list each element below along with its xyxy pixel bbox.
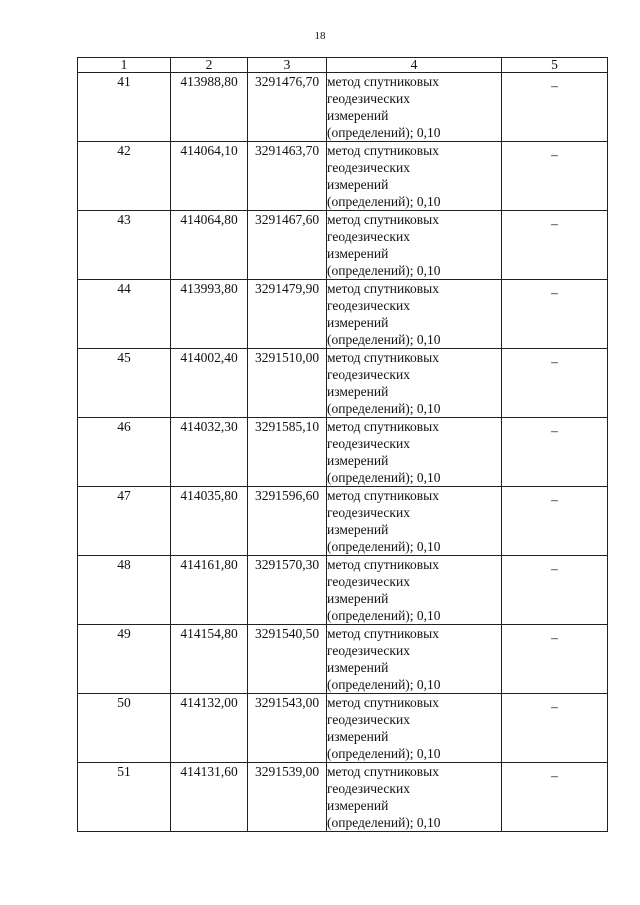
point-number: 48 [78, 556, 171, 625]
method-line: метод спутниковых [327, 74, 439, 89]
remark-cell [502, 556, 608, 625]
method-line: геодезических [327, 712, 410, 727]
method-line: измерений [327, 108, 389, 123]
coordinate-y: 3291510,00 [248, 349, 327, 418]
table-row [78, 763, 608, 832]
header-col-3: 3 [248, 58, 327, 73]
table-row [78, 211, 608, 280]
method-description [327, 349, 502, 418]
method-line: метод спутниковых [327, 626, 439, 641]
remark-cell [502, 487, 608, 556]
method-line: (определений); 0,10 [327, 815, 441, 830]
remark-cell [502, 73, 608, 142]
coordinate-x: 414032,30 [171, 418, 248, 487]
method-line: геодезических [327, 298, 410, 313]
coordinate-x: 414132,00 [171, 694, 248, 763]
coordinate-y: 3291540,50 [248, 625, 327, 694]
method-line: (определений); 0,10 [327, 332, 441, 347]
method-description [327, 487, 502, 556]
remark-dash: – [551, 78, 558, 93]
header-col-1: 1 [78, 58, 171, 73]
method-line: геодезических [327, 160, 410, 175]
coordinate-x: 414154,80 [171, 625, 248, 694]
header-col-4: 4 [327, 58, 502, 73]
method-line: метод спутниковых [327, 557, 439, 572]
method-line: измерений [327, 660, 389, 675]
table-row [78, 280, 608, 349]
method-line: (определений); 0,10 [327, 263, 441, 278]
method-line: метод спутниковых [327, 143, 439, 158]
method-line: метод спутниковых [327, 212, 439, 227]
remark-dash: – [551, 423, 558, 438]
table-row [78, 73, 608, 142]
method-line: геодезических [327, 436, 410, 451]
method-line: геодезических [327, 367, 410, 382]
remark-dash: – [551, 354, 558, 369]
method-description [327, 556, 502, 625]
table-row [78, 349, 608, 418]
method-line: измерений [327, 246, 389, 261]
coordinate-y: 3291463,70 [248, 142, 327, 211]
table-row [78, 418, 608, 487]
header-col-5: 5 [502, 58, 608, 73]
point-number: 49 [78, 625, 171, 694]
method-description [327, 694, 502, 763]
method-description [327, 625, 502, 694]
method-description [327, 73, 502, 142]
point-number: 41 [78, 73, 171, 142]
remark-dash: – [551, 216, 558, 231]
point-number: 47 [78, 487, 171, 556]
method-line: измерений [327, 453, 389, 468]
coordinate-y: 3291570,30 [248, 556, 327, 625]
method-line: геодезических [327, 91, 410, 106]
method-line: измерений [327, 729, 389, 744]
method-line: (определений); 0,10 [327, 125, 441, 140]
coordinate-x: 413993,80 [171, 280, 248, 349]
method-line: (определений); 0,10 [327, 677, 441, 692]
remark-dash: – [551, 630, 558, 645]
coordinate-x: 414131,60 [171, 763, 248, 832]
method-description [327, 763, 502, 832]
point-number: 51 [78, 763, 171, 832]
coordinate-x: 414064,80 [171, 211, 248, 280]
method-line: измерений [327, 315, 389, 330]
remark-dash: – [551, 285, 558, 300]
remark-dash: – [551, 561, 558, 576]
coordinate-x: 414064,10 [171, 142, 248, 211]
remark-cell [502, 211, 608, 280]
method-line: (определений); 0,10 [327, 194, 441, 209]
table-body [78, 73, 608, 832]
method-line: геодезических [327, 781, 410, 796]
coordinate-x: 414161,80 [171, 556, 248, 625]
remark-cell [502, 418, 608, 487]
point-number: 43 [78, 211, 171, 280]
method-line: (определений); 0,10 [327, 539, 441, 554]
method-line: (определений); 0,10 [327, 608, 441, 623]
table-row [78, 142, 608, 211]
method-line: измерений [327, 177, 389, 192]
coordinates-table [77, 57, 608, 832]
coordinate-y: 3291476,70 [248, 73, 327, 142]
point-number: 50 [78, 694, 171, 763]
table-row [78, 625, 608, 694]
coordinate-y: 3291585,10 [248, 418, 327, 487]
remark-cell [502, 142, 608, 211]
remark-cell [502, 625, 608, 694]
coordinate-y: 3291543,00 [248, 694, 327, 763]
remark-dash: – [551, 768, 558, 783]
method-line: (определений); 0,10 [327, 746, 441, 761]
method-line: метод спутниковых [327, 488, 439, 503]
point-number: 46 [78, 418, 171, 487]
method-description [327, 418, 502, 487]
method-line: измерений [327, 522, 389, 537]
method-line: геодезических [327, 505, 410, 520]
table-row [78, 556, 608, 625]
method-line: метод спутниковых [327, 419, 439, 434]
remark-dash: – [551, 492, 558, 507]
method-line: метод спутниковых [327, 350, 439, 365]
method-line: геодезических [327, 574, 410, 589]
coordinate-x: 413988,80 [171, 73, 248, 142]
remark-dash: – [551, 147, 558, 162]
point-number: 45 [78, 349, 171, 418]
remark-cell [502, 763, 608, 832]
method-line: измерений [327, 384, 389, 399]
method-line: геодезических [327, 643, 410, 658]
method-line: метод спутниковых [327, 764, 439, 779]
method-line: измерений [327, 798, 389, 813]
header-col-2: 2 [171, 58, 248, 73]
method-line: метод спутниковых [327, 281, 439, 296]
remark-dash: – [551, 699, 558, 714]
method-line: метод спутниковых [327, 695, 439, 710]
point-number: 44 [78, 280, 171, 349]
method-line: геодезических [327, 229, 410, 244]
coordinate-y: 3291596,60 [248, 487, 327, 556]
coordinate-x: 414002,40 [171, 349, 248, 418]
table-row [78, 694, 608, 763]
coordinate-x: 414035,80 [171, 487, 248, 556]
remark-cell [502, 694, 608, 763]
remark-cell [502, 280, 608, 349]
coordinate-y: 3291479,90 [248, 280, 327, 349]
table-row [78, 487, 608, 556]
method-description [327, 142, 502, 211]
method-line: измерений [327, 591, 389, 606]
remark-cell [502, 349, 608, 418]
coordinate-y: 3291467,60 [248, 211, 327, 280]
method-line: (определений); 0,10 [327, 470, 441, 485]
point-number: 42 [78, 142, 171, 211]
coordinate-y: 3291539,00 [248, 763, 327, 832]
method-description [327, 211, 502, 280]
page-number: 18 [314, 30, 326, 42]
table-header-row [78, 58, 608, 73]
method-line: (определений); 0,10 [327, 401, 441, 416]
method-description [327, 280, 502, 349]
